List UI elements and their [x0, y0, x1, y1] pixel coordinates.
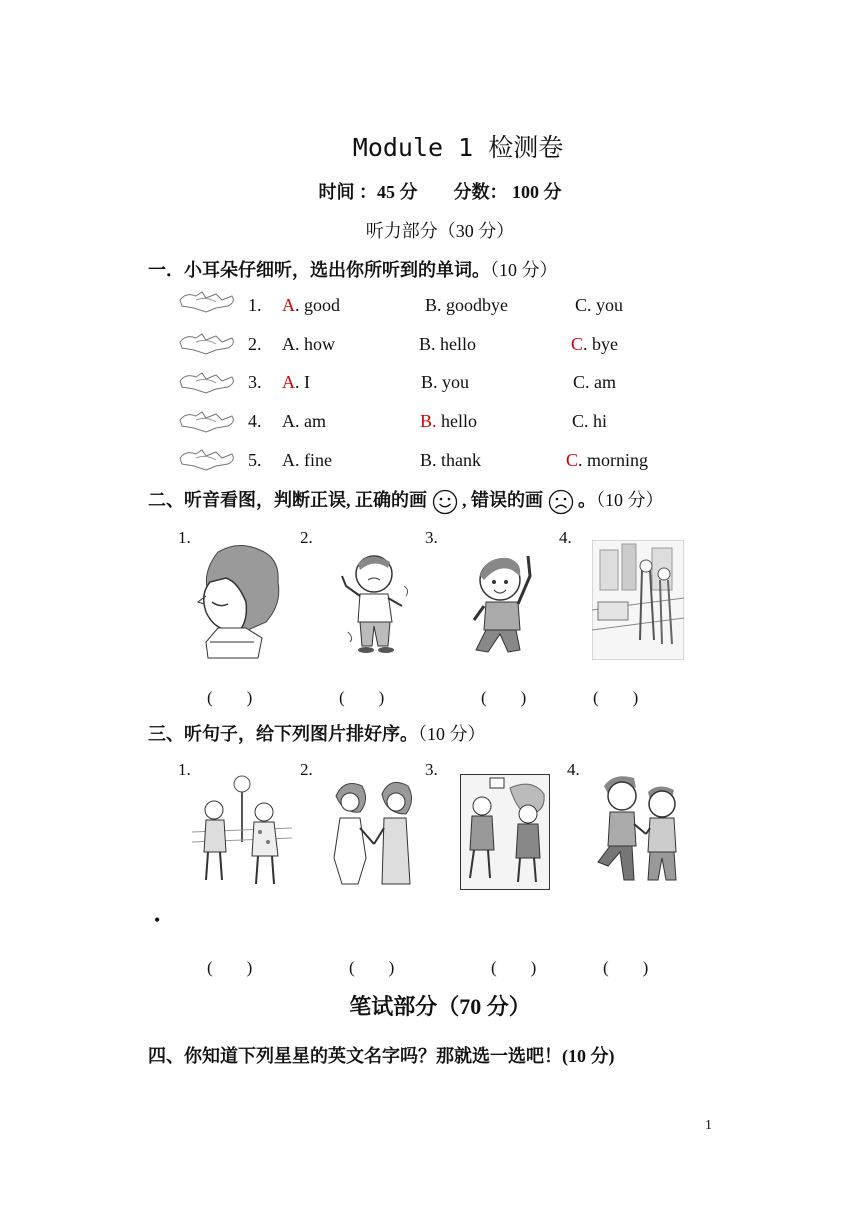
ear-icon [176, 369, 238, 395]
section2-num-3: 3. [425, 528, 438, 547]
section1-points: （10 分） [490, 260, 558, 280]
section3-points: （10 分） [418, 724, 486, 744]
ear-icon [176, 446, 238, 472]
kids-greeting-picture [460, 774, 550, 890]
section2-heading-a: 二、听音看图，判断正误, 正确的画 [148, 490, 427, 510]
item4-option-b: B. hello [420, 411, 478, 431]
item3-option-c: C. am [573, 372, 616, 392]
section2-heading-c: 。 [578, 490, 596, 510]
section3-answer-3[interactable]: ( ) [491, 958, 537, 977]
section3-num-3: 3. [425, 760, 438, 779]
item2-option-a-text: . how [295, 334, 335, 354]
ear-icon [176, 330, 238, 356]
item3-option-a-text: . I [295, 372, 310, 392]
street-scene-picture [592, 540, 684, 660]
section2-answer-2[interactable]: ( ) [339, 688, 385, 707]
section4-heading: 四、你知道下列星星的英文名字吗？那就选一选吧！(10 分) [148, 1046, 615, 1066]
item4-option-a-letter: A [282, 411, 295, 431]
ear-icon [176, 288, 238, 314]
item3-option-b: B. you [421, 372, 470, 392]
section3-heading-text: 三、听句子，给下列图片排好序。 [148, 724, 418, 744]
item5-option-c: C. morning [566, 450, 649, 470]
section3-answer-2[interactable]: ( ) [349, 958, 395, 977]
ear-icon [176, 408, 238, 434]
item4-option-a [282, 411, 326, 432]
item2-option-b: B. hello [419, 334, 476, 354]
section2-answer-4[interactable]: ( ) [593, 688, 639, 707]
item2-option-c: C. bye [571, 334, 619, 354]
section3-answer-1[interactable]: ( ) [207, 958, 253, 977]
item3-option-a-letter: A [282, 372, 295, 392]
item1-option-a-letter: A [282, 295, 295, 315]
boy-waving-picture [462, 546, 546, 658]
page-number: 1 [705, 1118, 712, 1133]
item4-option-c: C. hi [572, 411, 608, 431]
section2-answer-3[interactable]: ( ) [481, 688, 527, 707]
section2-num-1: 1. [178, 528, 191, 547]
item2-option-a-letter: A [282, 334, 295, 354]
item1-number: 1. [248, 295, 262, 315]
item4-number: 4. [248, 411, 262, 431]
section3-num-2: 2. [300, 760, 313, 779]
item2-number: 2. [248, 334, 262, 354]
section2-heading-b: , 错误的画 [462, 490, 543, 510]
boy-crying-picture [324, 546, 416, 658]
boys-shaking-hands-picture [594, 772, 686, 890]
item5-number: 5. [248, 450, 262, 470]
frowning-face-icon [548, 489, 574, 515]
item5-option-a-letter: A [282, 450, 295, 470]
section2-answer-1[interactable]: ( ) [207, 688, 253, 707]
section2-heading [148, 486, 664, 515]
item2-option-a [282, 334, 335, 355]
section3-heading [148, 720, 486, 746]
item5-option-a [282, 450, 332, 471]
item1-option-c: C. you [575, 295, 624, 315]
women-shaking-hands-picture [324, 778, 420, 892]
exam-meta: 时间 ：45 分 分数： 100 分 [318, 182, 562, 202]
item3-option-a [282, 372, 310, 393]
item3-number: 3. [248, 372, 262, 392]
section3-answer-4[interactable]: ( ) [603, 958, 649, 977]
section2-num-2: 2. [300, 528, 313, 547]
page-title: Module 1 检测卷 [352, 133, 564, 162]
item1-option-a [282, 295, 340, 316]
section3-num-1: 1. [178, 760, 191, 779]
item1-option-a-text: . good [295, 295, 340, 315]
woman-smiling-picture [188, 542, 284, 660]
item5-option-b: B. thank [420, 450, 481, 470]
section2-num-4: 4. [559, 528, 572, 547]
section1-heading-text: 一．小耳朵仔细听，选出你所听到的单词。 [148, 260, 490, 280]
section3-num-4: 4. [567, 760, 580, 779]
girls-in-park-picture [192, 772, 292, 892]
stray-bullet: • [154, 910, 161, 930]
written-header: 笔试部分（70 分） [349, 994, 531, 1019]
section1-heading [148, 256, 558, 282]
section2-points: （10 分） [596, 490, 664, 510]
smiley-face-icon [432, 489, 458, 515]
item4-option-a-text: . am [295, 411, 326, 431]
item5-option-a-text: . fine [295, 450, 332, 470]
item1-option-b: B. goodbye [425, 295, 508, 315]
listening-header: 听力部分（30 分） [365, 221, 515, 241]
